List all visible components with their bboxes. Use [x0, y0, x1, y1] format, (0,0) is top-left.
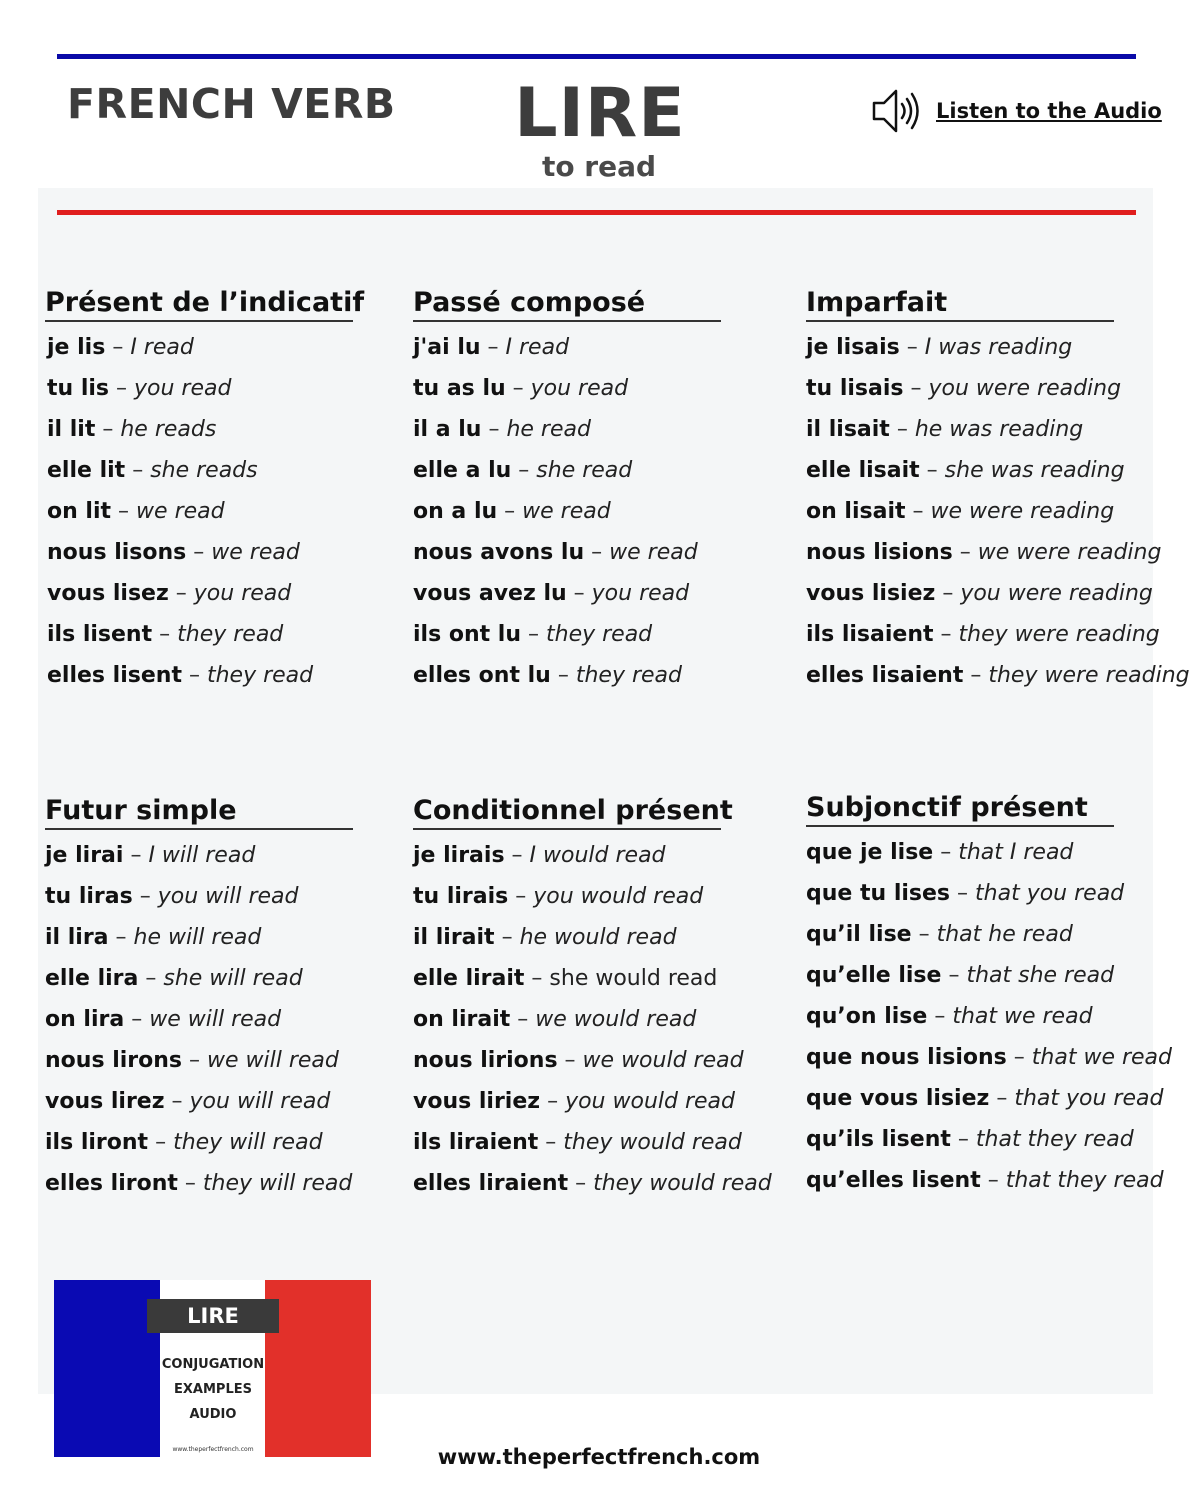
french-form: elles liraient: [413, 1171, 569, 1196]
separator-dash: –: [115, 925, 127, 950]
english-translation: you would read: [565, 1089, 735, 1114]
flag-badge-url: www.theperfectfrench.com: [172, 1446, 254, 1453]
separator-dash: –: [545, 1130, 557, 1155]
conjugation-row: [45, 1129, 353, 1170]
conjugation-row: [806, 621, 1190, 662]
english-translation: that he read: [936, 922, 1073, 947]
conjugation-row: [45, 883, 353, 924]
english-translation: that you read: [1014, 1086, 1164, 1111]
conjugation-list: [45, 842, 353, 1211]
english-translation: they were reading: [958, 622, 1160, 647]
separator-dash: –: [130, 843, 142, 868]
separator-dash: –: [926, 458, 938, 483]
english-translation: you were reading: [928, 376, 1122, 401]
separator-dash: –: [501, 925, 513, 950]
english-translation: she was reading: [944, 458, 1125, 483]
english-translation: we read: [136, 499, 225, 524]
conjugation-row: [47, 580, 353, 621]
french-form: il lira: [45, 925, 109, 950]
conjugation-row: [413, 539, 721, 580]
conjugation-row: [47, 416, 353, 457]
separator-dash: –: [518, 458, 530, 483]
french-form: nous lisons: [47, 540, 187, 565]
conjugation-list: [413, 842, 772, 1211]
separator-dash: –: [910, 376, 922, 401]
flag-badge-label: LIRE: [147, 1299, 279, 1333]
flag-red-band: [265, 1280, 371, 1457]
flag-blue-band: [54, 1280, 160, 1457]
french-form: ils liraient: [413, 1130, 539, 1155]
separator-dash: –: [942, 581, 954, 606]
french-form: que je lise: [806, 840, 934, 865]
separator-dash: –: [515, 884, 527, 909]
separator-dash: –: [896, 417, 908, 442]
conjugation-row: [413, 1006, 772, 1047]
separator-dash: –: [528, 622, 539, 647]
english-translation: they will read: [202, 1171, 353, 1196]
french-form: on lirait: [413, 1007, 511, 1032]
listen-audio-link[interactable]: Listen to the Audio: [936, 99, 1162, 123]
english-translation: we were reading: [930, 499, 1115, 524]
separator-dash: –: [184, 1171, 196, 1196]
english-translation: they were reading: [988, 663, 1190, 688]
french-form: elle lisait: [806, 458, 920, 483]
conjugation-row: [806, 1085, 1172, 1126]
english-translation: I will read: [148, 843, 256, 868]
separator-dash: –: [940, 840, 952, 865]
tense-title: Conditionnel présent: [413, 795, 721, 830]
conjugation-row: [806, 921, 1172, 962]
english-translation: he reads: [120, 417, 217, 442]
conjugation-row: [413, 662, 721, 703]
separator-dash: –: [511, 843, 523, 868]
english-translation: that we read: [1031, 1045, 1172, 1070]
separator-dash: –: [112, 335, 124, 360]
french-form: elle a lu: [413, 458, 512, 483]
english-translation: he was reading: [914, 417, 1084, 442]
french-form: il lirait: [413, 925, 495, 950]
verb-title: LIRE: [514, 74, 686, 153]
tense-column: [45, 795, 353, 1211]
french-form: on lisait: [806, 499, 906, 524]
separator-dash: –: [564, 1048, 576, 1073]
conjugation-row: [45, 924, 353, 965]
french-form: elles lisaient: [806, 663, 964, 688]
tense-column: [45, 287, 365, 703]
english-translation: you will read: [189, 1089, 331, 1114]
french-form: vous liriez: [413, 1089, 541, 1114]
french-form: elles liront: [45, 1171, 178, 1196]
french-form: nous lirions: [413, 1048, 558, 1073]
separator-dash: –: [193, 540, 205, 565]
separator-dash: –: [145, 966, 157, 991]
french-form: ils lisent: [47, 622, 153, 647]
separator-dash: –: [189, 1048, 200, 1073]
french-form: elles ont lu: [413, 663, 551, 688]
french-form: il lit: [47, 417, 96, 442]
conjugation-row: [413, 842, 772, 883]
conjugation-row: [413, 1047, 772, 1088]
conjugation-row: [806, 1126, 1172, 1167]
english-translation: they would read: [593, 1171, 772, 1196]
tense-column: [413, 287, 721, 703]
english-translation: that I read: [958, 840, 1074, 865]
separator-dash: –: [575, 1171, 587, 1196]
english-translation: he would read: [519, 925, 677, 950]
french-form: qu’ils lisent: [806, 1127, 951, 1152]
french-form: on a lu: [413, 499, 498, 524]
french-form: je lisais: [806, 335, 900, 360]
conjugation-row: [413, 498, 721, 539]
english-translation: we read: [522, 499, 611, 524]
french-form: je lis: [47, 335, 106, 360]
french-form: qu’elle lise: [806, 963, 942, 988]
tense-column: [413, 795, 772, 1211]
english-translation: you were reading: [960, 581, 1153, 606]
separator-dash: –: [1013, 1045, 1025, 1070]
french-form: vous lisez: [47, 581, 169, 606]
french-form: elle lira: [45, 966, 139, 991]
separator-dash: –: [116, 376, 128, 401]
tense-title: Présent de l’indicatif: [45, 287, 353, 322]
conjugation-row: [413, 375, 721, 416]
english-translation: you read: [591, 581, 690, 606]
separator-dash: –: [987, 1168, 999, 1193]
french-form: tu as lu: [413, 376, 506, 401]
flag-badge-line: CONJUGATION: [161, 1357, 265, 1372]
conjugation-row: [47, 457, 353, 498]
conjugation-row: [413, 883, 772, 924]
verb-translation: to read: [541, 150, 657, 183]
french-form: je lirai: [45, 843, 124, 868]
english-translation: we read: [609, 540, 698, 565]
english-translation: they read: [177, 622, 284, 647]
tense-column: [806, 287, 1190, 703]
conjugation-row: [413, 1088, 772, 1129]
french-form: ils lisaient: [806, 622, 934, 647]
english-translation: they read: [546, 622, 653, 647]
conjugation-row: [806, 839, 1172, 880]
conjugation-row: [806, 498, 1190, 539]
conjugation-list: [413, 334, 721, 703]
english-translation: that they read: [975, 1127, 1134, 1152]
separator-dash: –: [531, 966, 543, 991]
french-form: vous lirez: [45, 1089, 165, 1114]
french-form: tu liras: [45, 884, 133, 909]
conjugation-row: [806, 1044, 1172, 1085]
conjugation-row: [806, 457, 1190, 498]
english-translation: they would read: [563, 1130, 742, 1155]
footer-url: www.theperfectfrench.com: [437, 1445, 761, 1469]
conjugation-list: [47, 334, 353, 703]
conjugation-row: [47, 539, 353, 580]
conjugation-row: [47, 334, 353, 375]
tense-title: Passé composé: [413, 287, 721, 322]
audio-link-group[interactable]: [870, 86, 1162, 136]
tense-title: Futur simple: [45, 795, 353, 830]
conjugation-row: [806, 334, 1190, 375]
conjugation-list: [806, 839, 1172, 1208]
separator-dash: –: [948, 963, 960, 988]
conjugation-row: [806, 1167, 1172, 1208]
english-translation: I read: [130, 335, 194, 360]
english-translation: she will read: [163, 966, 303, 991]
french-form: ils liront: [45, 1130, 149, 1155]
english-translation: she reads: [150, 458, 258, 483]
english-translation: you will read: [157, 884, 299, 909]
english-translation: she would read: [549, 966, 718, 991]
english-translation: you read: [134, 376, 232, 401]
separator-dash: –: [102, 417, 114, 442]
separator-dash: –: [934, 1004, 946, 1029]
english-translation: we will read: [149, 1007, 282, 1032]
conjugation-row: [413, 1170, 772, 1211]
conjugation-row: [806, 375, 1190, 416]
french-form: qu’il lise: [806, 922, 912, 947]
separator-dash: –: [517, 1007, 529, 1032]
separator-dash: –: [487, 335, 499, 360]
separator-dash: –: [512, 376, 524, 401]
header-kicker: FRENCH VERB: [67, 80, 396, 128]
conjugation-row: [47, 662, 353, 703]
english-translation: that we read: [952, 1004, 1093, 1029]
english-translation: that she read: [966, 963, 1115, 988]
french-form: ils ont lu: [413, 622, 521, 647]
conjugation-row: [45, 965, 353, 1006]
french-form: qu’on lise: [806, 1004, 928, 1029]
conjugation-row: [806, 880, 1172, 921]
english-translation: I was reading: [924, 335, 1073, 360]
separator-dash: –: [488, 417, 500, 442]
separator-dash: –: [175, 581, 187, 606]
separator-dash: –: [131, 1007, 143, 1032]
conjugation-row: [45, 1006, 353, 1047]
french-form: nous lirons: [45, 1048, 182, 1073]
conjugation-row: [413, 621, 721, 662]
separator-dash: –: [171, 1089, 183, 1114]
french-form: elles lisent: [47, 663, 182, 688]
english-translation: you read: [193, 581, 292, 606]
flag-badge-line: EXAMPLES: [174, 1382, 252, 1397]
separator-dash: –: [591, 540, 603, 565]
flag-badge-line: AUDIO: [189, 1407, 237, 1422]
french-form: tu lirais: [413, 884, 509, 909]
separator-dash: –: [957, 881, 969, 906]
separator-dash: –: [557, 663, 569, 688]
conjugation-row: [45, 1088, 353, 1129]
english-translation: they read: [575, 663, 682, 688]
french-form: vous lisiez: [806, 581, 936, 606]
separator-dash: –: [547, 1089, 559, 1114]
english-translation: we were reading: [977, 540, 1162, 565]
separator-dash: –: [906, 335, 918, 360]
tense-title: Subjonctif présent: [806, 792, 1114, 827]
english-translation: they will read: [173, 1130, 323, 1155]
separator-dash: –: [959, 540, 971, 565]
separator-dash: –: [504, 499, 516, 524]
red-rule: [57, 210, 1136, 215]
tense-title: Imparfait: [806, 287, 1114, 322]
english-translation: we will read: [207, 1048, 339, 1073]
conjugation-row: [806, 962, 1172, 1003]
separator-dash: –: [159, 622, 171, 647]
separator-dash: –: [918, 922, 930, 947]
french-form: tu lis: [47, 376, 110, 401]
french-form: je lirais: [413, 843, 505, 868]
english-translation: that they read: [1005, 1168, 1164, 1193]
conjugation-row: [47, 375, 353, 416]
conjugation-row: [413, 416, 721, 457]
conjugation-row: [413, 580, 721, 621]
conjugation-row: [47, 498, 353, 539]
conjugation-row: [806, 1003, 1172, 1044]
separator-dash: –: [139, 884, 151, 909]
french-form: elle lit: [47, 458, 126, 483]
english-translation: I would read: [529, 843, 666, 868]
conjugation-row: [45, 1047, 353, 1088]
separator-dash: –: [940, 622, 952, 647]
tense-column: [806, 792, 1172, 1208]
french-form: elle lirait: [413, 966, 525, 991]
french-form: que nous lisions: [806, 1045, 1007, 1070]
separator-dash: –: [912, 499, 924, 524]
conjugation-row: [806, 580, 1190, 621]
english-translation: you read: [530, 376, 629, 401]
french-form: vous avez lu: [413, 581, 567, 606]
french-form: nous avons lu: [413, 540, 585, 565]
french-form: j'ai lu: [413, 335, 481, 360]
english-translation: they read: [206, 663, 314, 688]
separator-dash: –: [957, 1127, 969, 1152]
separator-dash: –: [970, 663, 982, 688]
conjugation-row: [45, 842, 353, 883]
english-translation: we would read: [535, 1007, 697, 1032]
french-form: il a lu: [413, 417, 482, 442]
top-blue-rule: [57, 54, 1136, 59]
french-form: il lisait: [806, 417, 890, 442]
conjugation-list: [806, 334, 1190, 703]
flag-badge-lines: [160, 1352, 266, 1427]
conjugation-row: [413, 924, 772, 965]
english-translation: he read: [506, 417, 591, 442]
separator-dash: –: [996, 1086, 1008, 1111]
separator-dash: –: [155, 1130, 167, 1155]
separator-dash: –: [573, 581, 585, 606]
english-translation: you would read: [533, 884, 704, 909]
english-translation: I read: [505, 335, 570, 360]
conjugation-row: [47, 621, 353, 662]
conjugation-row: [413, 965, 772, 1006]
conjugation-row: [806, 662, 1190, 703]
french-form: qu’elles lisent: [806, 1168, 981, 1193]
french-form: on lira: [45, 1007, 125, 1032]
english-translation: she read: [536, 458, 633, 483]
conjugation-row: [45, 1170, 353, 1211]
english-translation: we would read: [582, 1048, 744, 1073]
english-translation: we read: [211, 540, 300, 565]
french-form: que vous lisiez: [806, 1086, 990, 1111]
french-form: que tu lises: [806, 881, 951, 906]
separator-dash: –: [188, 663, 200, 688]
english-translation: he will read: [133, 925, 262, 950]
conjugation-row: [413, 1129, 772, 1170]
conjugation-row: [413, 334, 721, 375]
separator-dash: –: [132, 458, 144, 483]
conjugation-row: [806, 539, 1190, 580]
english-translation: that you read: [975, 881, 1125, 906]
french-form: nous lisions: [806, 540, 953, 565]
conjugation-row: [413, 457, 721, 498]
conjugation-row: [806, 416, 1190, 457]
french-form: tu lisais: [806, 376, 904, 401]
speaker-icon: [870, 86, 920, 136]
french-form: on lit: [47, 499, 112, 524]
separator-dash: –: [118, 499, 130, 524]
